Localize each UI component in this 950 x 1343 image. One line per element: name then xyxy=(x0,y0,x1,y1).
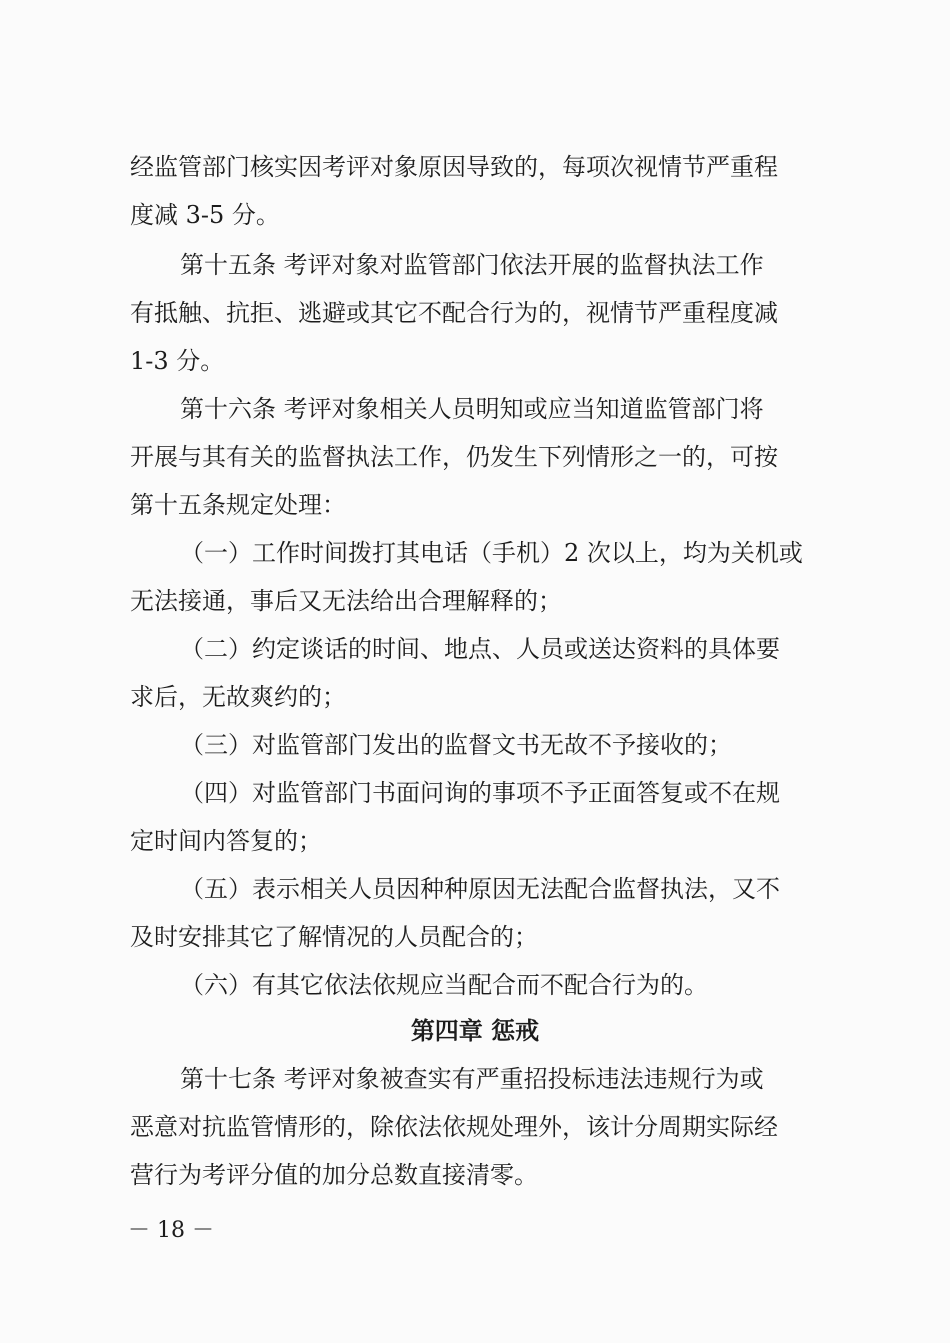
list-item-1: （一）工作时间拨打其电话（手机）2 次以上，均为关机或 xyxy=(180,539,803,567)
text-line: 第十五条规定处理： xyxy=(130,491,346,519)
list-item-6: （六）有其它依法依规应当配合而不配合行为的。 xyxy=(180,971,708,999)
text-line: 及时安排其它了解情况的人员配合的； xyxy=(130,923,538,951)
article-17-line: 第十七条 考评对象被查实有严重招投标违法违规行为或 xyxy=(180,1065,764,1093)
article-16-line: 第十六条 考评对象相关人员明知或应当知道监管部门将 xyxy=(180,395,764,423)
text-line: 求后，无故爽约的； xyxy=(130,683,346,711)
text-line: 营行为考评分值的加分总数直接清零。 xyxy=(130,1161,538,1189)
article-15-line: 第十五条 考评对象对监管部门依法开展的监督执法工作 xyxy=(180,251,764,279)
list-item-4: （四）对监管部门书面问询的事项不予正面答复或不在规 xyxy=(180,779,780,807)
text-line: 经监管部门核实因考评对象原因导致的，每项次视情节严重程 xyxy=(130,153,778,181)
text-line: 有抵触、抗拒、逃避或其它不配合行为的，视情节严重程度减 xyxy=(130,299,778,327)
text-line: 度减 3-5 分。 xyxy=(130,201,280,229)
text-line: 定时间内答复的； xyxy=(130,827,322,855)
page-number: － 18 － xyxy=(128,1218,214,1243)
list-item-5: （五）表示相关人员因种种原因无法配合监督执法，又不 xyxy=(180,875,780,903)
list-item-2: （二）约定谈话的时间、地点、人员或送达资料的具体要 xyxy=(180,635,780,663)
text-line: 开展与其有关的监督执法工作，仍发生下列情形之一的，可按 xyxy=(130,443,778,471)
text-line: 恶意对抗监管情形的，除依法依规处理外，该计分周期实际经 xyxy=(130,1113,778,1141)
text-line: 1-3 分。 xyxy=(130,347,225,375)
text-line: 无法接通，事后又无法给出合理解释的； xyxy=(130,587,562,615)
list-item-3: （三）对监管部门发出的监督文书无故不予接收的； xyxy=(180,731,732,759)
chapter-heading: 第四章 惩戒 xyxy=(410,1017,540,1045)
